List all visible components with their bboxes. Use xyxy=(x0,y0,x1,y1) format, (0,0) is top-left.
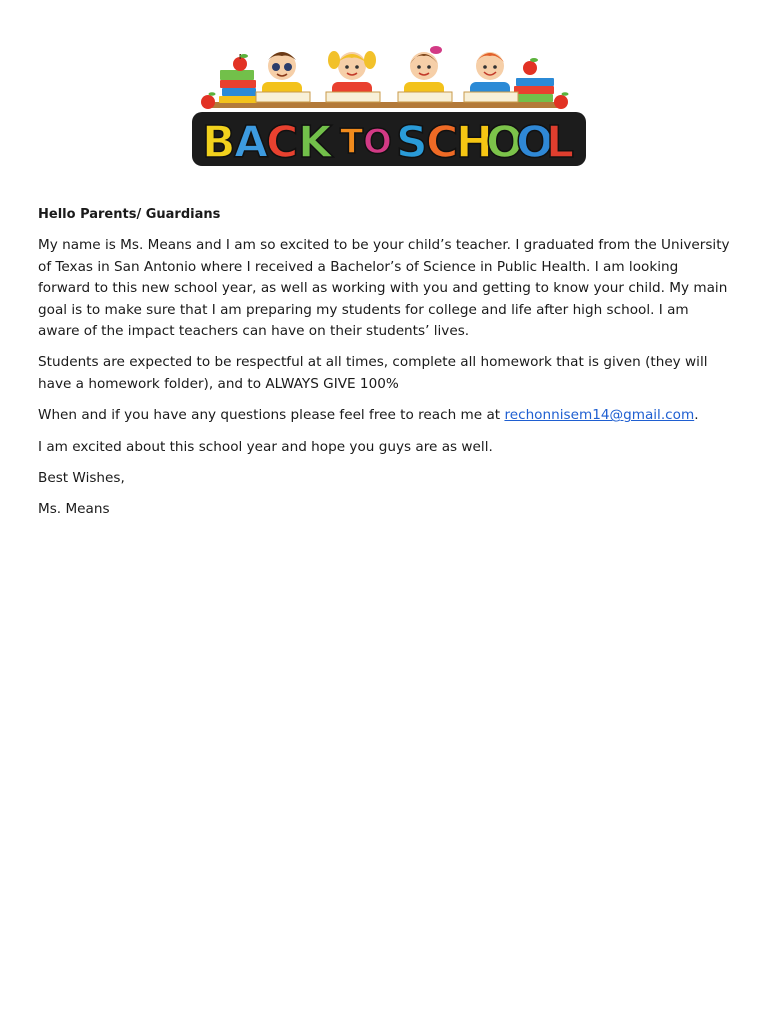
title-letter: K xyxy=(298,117,333,168)
contact-paragraph xyxy=(38,405,732,426)
contact-prefix: When and if you have any questions please feel free to reach me at xyxy=(38,407,505,424)
back-to-school-illustration xyxy=(184,40,594,172)
title-letter: O xyxy=(516,117,554,168)
open-book-1 xyxy=(256,92,310,102)
greeting: Hello Parents/ Guardians xyxy=(38,207,221,222)
book-stack-right xyxy=(514,58,554,102)
book-stack-left xyxy=(219,54,257,103)
title-word-school xyxy=(396,117,574,168)
desk-top xyxy=(204,102,559,108)
title-letter: B xyxy=(202,117,236,168)
title-letter: O xyxy=(486,117,524,168)
title-letter: C xyxy=(426,117,459,168)
intro-paragraph: My name is Ms. Means and I am so excited to be your child’s teacher. I graduated from the University of Texas in San Antonio where I received a Bachelor’s of Science in Public Health. I am looking forward to this new school year, as well as working with you and getting to know your child. My main goal is to make sure that I am preparing my students for college and life after high school. I am aware of the impact teachers can have on their students’ lives. xyxy=(38,237,730,340)
title-letter: S xyxy=(396,117,428,168)
title-letter: L xyxy=(546,117,575,168)
closing-paragraph: I am excited about this school year and hope you guys are as well. xyxy=(38,438,493,455)
letter-body xyxy=(38,204,732,531)
title-letter: O xyxy=(363,122,392,162)
title-letter: H xyxy=(456,117,493,168)
title-word-back xyxy=(202,117,334,168)
signature: Ms. Means xyxy=(38,501,110,518)
contact-suffix: . xyxy=(694,407,699,424)
title-letter: T xyxy=(340,122,364,162)
open-book-4 xyxy=(464,92,518,102)
back-to-school-banner xyxy=(184,40,594,172)
expectations-paragraph: Students are expected to be respectful at all times, complete all homework that is given (they will have a homework folder), and to ALWAYS GIVE 100% xyxy=(38,354,708,392)
closing-salutation: Best Wishes, xyxy=(38,470,125,487)
back-to-school-title xyxy=(202,117,574,168)
title-word-to xyxy=(340,122,392,162)
email-link[interactable]: rechonnisem14@gmail.com xyxy=(504,407,695,424)
title-letter: C xyxy=(266,117,299,168)
open-book-3 xyxy=(398,92,452,102)
apple-far-right xyxy=(554,92,569,109)
apple-far-left xyxy=(201,92,216,109)
title-letter: A xyxy=(234,117,269,168)
open-book-2 xyxy=(326,92,380,102)
